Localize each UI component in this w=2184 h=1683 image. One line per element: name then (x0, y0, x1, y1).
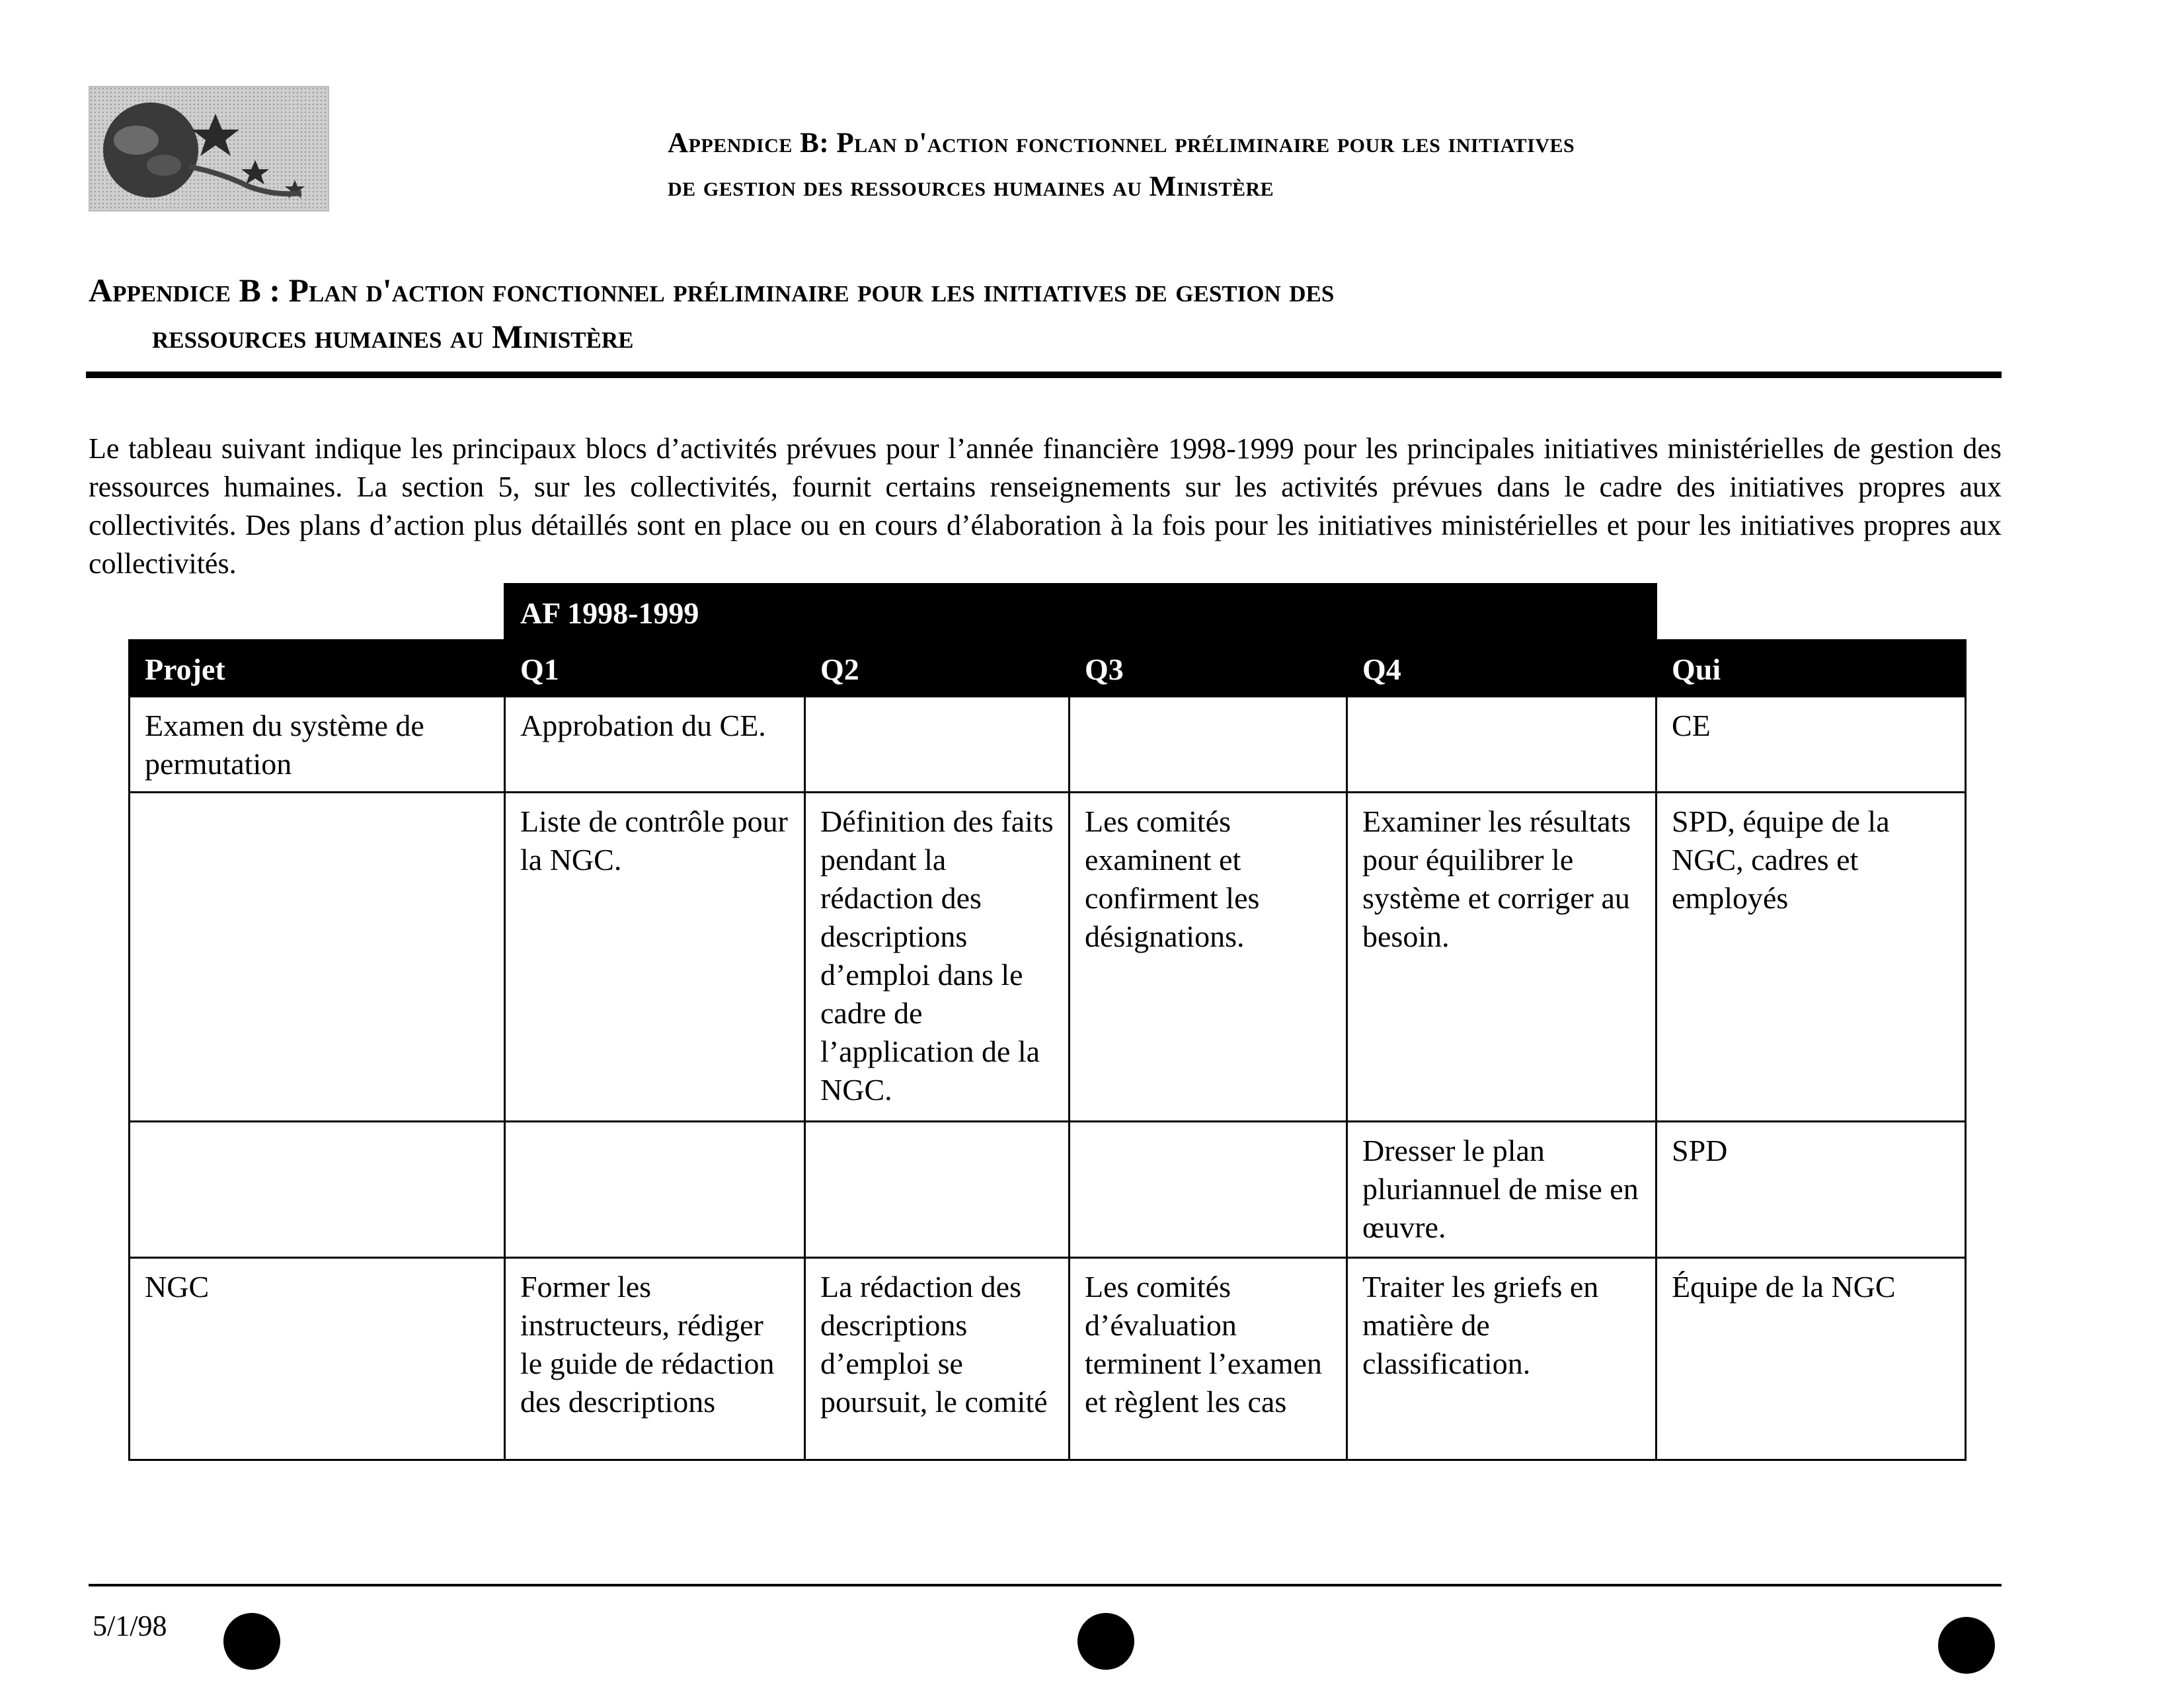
cell-q4 (1347, 697, 1657, 793)
footer-divider (89, 1584, 2002, 1586)
cell-q3: Les comités d’évaluation terminent l’examen et règlent les cas (1070, 1258, 1347, 1460)
cell-q3 (1070, 697, 1347, 793)
cell-projet (130, 1122, 505, 1258)
cell-projet (130, 793, 505, 1122)
page-title-line1: Appendice B : Plan d'action fonctionnel préliminaire pour les initiatives de gestion des (89, 272, 1335, 309)
blank-header-cell (130, 584, 505, 641)
action-plan-table (128, 583, 1967, 1461)
table-row (130, 1122, 1966, 1258)
cell-q3: Les comités examinent et confirment les désignations. (1070, 793, 1347, 1122)
fiscal-year-row (130, 584, 1966, 641)
cell-q3 (1070, 1122, 1347, 1258)
column-header-q4: Q4 (1347, 641, 1657, 697)
cell-q4: Dresser le plan pluriannuel de mise en œuvre. (1347, 1122, 1657, 1258)
table-row (130, 793, 1966, 1122)
fiscal-year-header: AF 1998-1999 (505, 584, 1657, 641)
cell-q1: Former les instructeurs, rédiger le guide de rédaction des descriptions (505, 1258, 805, 1460)
cell-qui: CE (1657, 697, 1966, 793)
cell-q2 (805, 1122, 1070, 1258)
intro-paragraph: Le tableau suivant indique les principaux blocs d’activités prévues pour l’année financière 1998-1999 pour les principales initiatives ministérielles de gestion des ressources humaines. La section 5, sur les collectivités, fournit certains renseignements sur les activités prévues dans le cadre des initiatives propres aux collectivités. Des plans d’action plus détaillés sont en place ou en cours d’élaboration à la fois pour les initiatives ministérielles et pour les initiatives propres aux collectivités. (89, 432, 2002, 580)
cell-q2 (805, 697, 1070, 793)
bullet-dot-icon (1938, 1617, 1995, 1674)
cell-q2: La rédaction des descriptions d’emploi se poursuit, le comité (805, 1258, 1070, 1460)
running-header-line2: de gestion des ressources humaines au Ministère (668, 171, 1274, 202)
cell-q4: Traiter les griefs en matière de classification. (1347, 1258, 1657, 1460)
column-header-row (130, 641, 1966, 697)
page-title-line2: ressources humaines au Ministère (152, 318, 634, 355)
cell-qui: SPD (1657, 1122, 1966, 1258)
column-header-q1: Q1 (505, 641, 805, 697)
column-header-q3: Q3 (1070, 641, 1347, 697)
logo (89, 86, 329, 212)
title-divider (86, 372, 2002, 378)
cell-qui: Équipe de la NGC (1657, 1258, 1966, 1460)
cell-q1: Liste de contrôle pour la NGC. (505, 793, 805, 1122)
cell-qui: SPD, équipe de la NGC, cadres et employés (1657, 793, 1966, 1122)
cell-projet: Examen du système de permutation (130, 697, 505, 793)
bullet-dot-icon (223, 1613, 280, 1670)
blank-header-cell (1657, 584, 1966, 641)
bullet-dot-icon (1077, 1613, 1134, 1670)
cell-q1 (505, 1122, 805, 1258)
column-header-projet: Projet (130, 641, 505, 697)
table-row (130, 697, 1966, 793)
running-header (668, 122, 2062, 209)
running-header-line1: Appendice B: Plan d'action fonctionnel préliminaire pour les initiatives (668, 128, 1575, 159)
column-header-q2: Q2 (805, 641, 1070, 697)
footer-date: 5/1/98 (93, 1610, 167, 1642)
table-row (130, 1258, 1966, 1460)
page-title (89, 267, 2072, 360)
cell-q4: Examiner les résultats pour équilibrer le système et corriger au besoin. (1347, 793, 1657, 1122)
cell-projet: NGC (130, 1258, 505, 1460)
cell-q2: Définition des faits pendant la rédaction des descriptions d’emploi dans le cadre de l’application de la NGC. (805, 793, 1070, 1122)
cell-q1: Approbation du CE. (505, 697, 805, 793)
column-header-qui: Qui (1657, 641, 1966, 697)
globe-logo-icon (90, 87, 328, 210)
